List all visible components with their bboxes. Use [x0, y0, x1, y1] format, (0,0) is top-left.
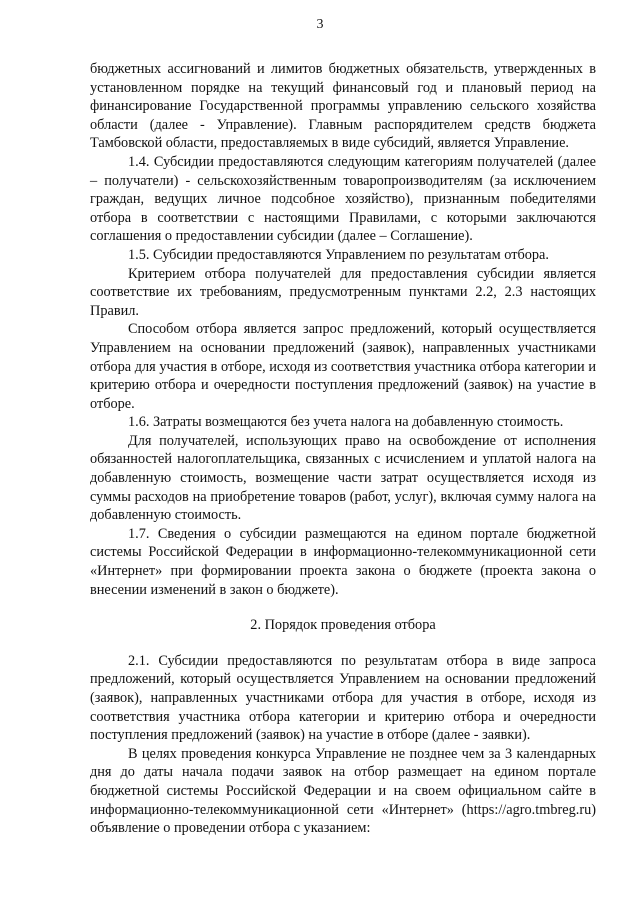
paragraph-selection-criterion: Критерием отбора получателей для предоставления субсидии является соответствие их требованиям, предусмотренным пунктами 2.2, 2.3 настоящих Правил. [90, 265, 596, 319]
paragraph-selection-method: Способом отбора является запрос предложений, который осуществляется Управлением на основании предложений (заявок), направленных участниками отбора для участия в отборе, исходя из соответствия участника отбора категории и критерию отбора и очередности поступления предложений (заявок) на участие в отборе. [90, 321, 596, 412]
paragraph-2-1: 2.1. Субсидии предоставляются по результатам отбора в виде запроса предложений, который осуществляется Управлением на основании предложений (заявок), направленных участниками отбора для участия в отборе, исходя из соответствия участника отбора категории и критерию отбора и очередности поступления предложений (заявок) на участие в отборе (далее - заявки). [90, 652, 596, 744]
paragraph-1-4: 1.4. Субсидии предоставляются следующим категориям получателей (далее – получатели) - сельскохозяйственным товаропроизводителям (за исключением граждан, ведущих личное подсобное хозяйство), признанным победителями отбора в соответствии с настоящими Правилами, с которыми заключаются соглашения о предоставлении субсидии (далее – Соглашение). [90, 153, 596, 245]
document-body [90, 60, 596, 838]
section-2-heading: 2. Порядок проведения отбора [250, 617, 436, 634]
paragraph-announcement: В целях проведения конкурса Управление не позднее чем за 3 календарных дня до даты начала подачи заявок на отбор размещает на едином портале бюджетной системы Российской Федерации и на своем официальном сайте в информационно-телекоммуникационной сети «Интернет» (https://agro.tmbreg.ru) объявление о проведении отбора с указанием: [90, 745, 596, 837]
paragraph-vat-exemption: Для получателей, использующих право на освобождение от исполнения обязанностей налогоплательщика, связанных с исчислением и уплатой налога на добавленную стоимость, возмещение части затрат осуществляется исходя из суммы расходов на приобретение товаров (работ, услуг), включая сумму налога на добавленную стоимость. [90, 432, 596, 524]
paragraph-1-5: 1.5. Субсидии предоставляются Управлением по результатам отбора. [128, 246, 549, 263]
page-number: 3 [316, 17, 324, 32]
paragraph-continuation: бюджетных ассигнований и лимитов бюджетных обязательств, утвержденных в установленном порядке на текущий финансовый год и плановый период на финансирование Государственной программы управлению сельского хозяйства области (далее - Управление). Главным распорядителем средств бюджета Тамбовской области, предоставляемых в виде субсидий, является Управление. [90, 61, 596, 152]
paragraph-1-7: 1.7. Сведения о субсидии размещаются на едином портале бюджетной системы Российской Федерации в информационно-телекоммуникационной сети «Интернет» при формировании проекта закона о бюджете (проекта закона о внесении изменений в закон о бюджете). [90, 525, 596, 598]
paragraph-1-6: 1.6. Затраты возмещаются без учета налога на добавленную стоимость. [128, 414, 564, 431]
